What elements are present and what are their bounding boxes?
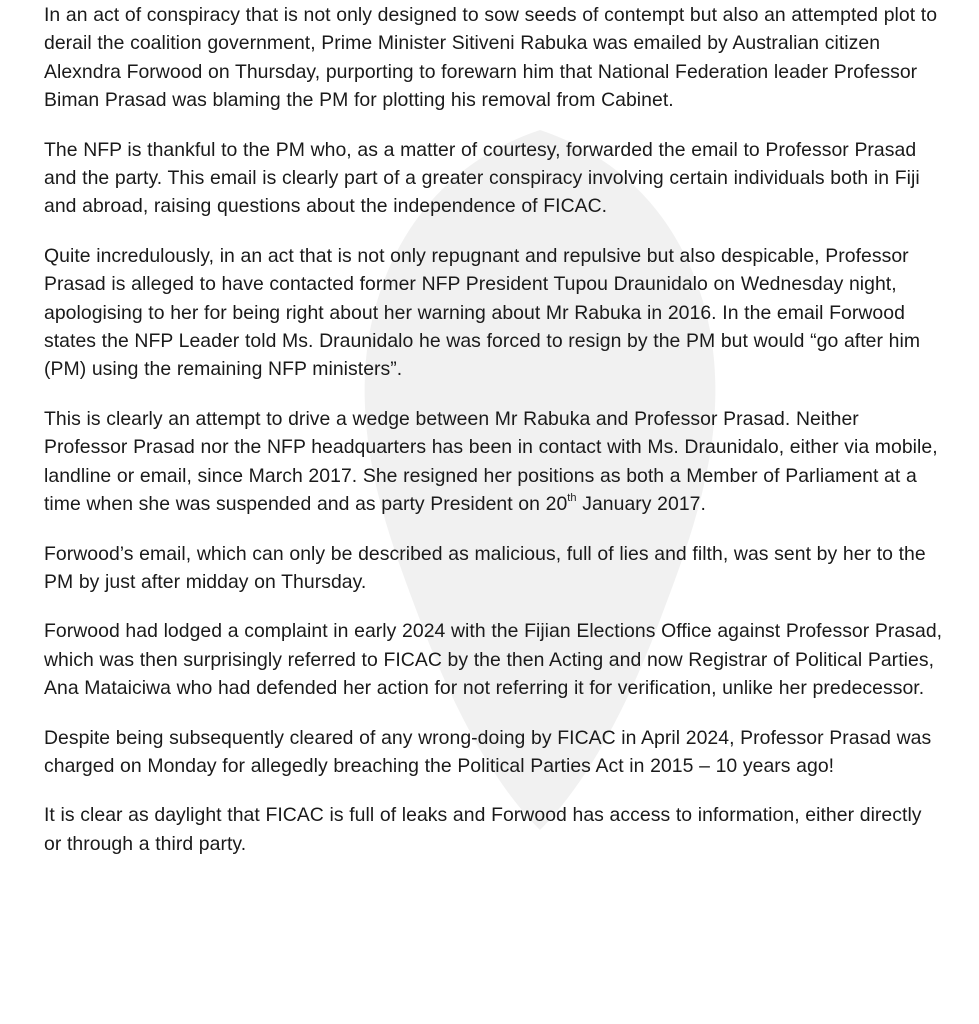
paragraph-4-text: This is clearly an attempt to drive a wedge between Mr Rabuka and Professor Prasad. Neither Professor Prasad nor the NFP headquarters has been in contact with Ms. Draunidalo, either via mobile, landline or email, since March 2017. She resigned her positions as both a Member of Parliament at a time when she was suspended and as party President on 20 (44, 407, 938, 516)
paragraph-4 (44, 405, 944, 519)
paragraph-2: The NFP is thankful to the PM who, as a matter of courtesy, forwarded the email to Professor Prasad and the party. This email is clearly part of a greater conspiracy involving certain individuals both in Fiji and abroad, raising questions about the independence of FICAC. (44, 138, 920, 218)
paragraph-4-text-end: January 2017. (576, 493, 706, 516)
paragraph-5: Forwood’s email, which can only be described as malicious, full of lies and filth, was sent by her to the PM by just after midday on Thursday. (44, 542, 926, 593)
paragraph-6: Forwood had lodged a complaint in early 2024 with the Fijian Elections Office against Professor Prasad, which was then surprisingly referred to FICAC by the then Acting and now Registrar of Political Parties, Ana Mataiciwa who had defended her action for not referring it for verification, unlike her predecessor. (44, 620, 943, 700)
document-body (44, 0, 944, 879)
paragraph-1: In an act of conspiracy that is not only designed to sow seeds of contempt but also an attempted plot to derail the coalition government, Prime Minister Sitiveni Rabuka was emailed by Australian citizen Alexndra Forwood on Thursday, purporting to forewarn him that National Federation leader Professor Biman Prasad was blaming the PM for plotting his removal from Cabinet. (44, 4, 938, 112)
paragraph-7: Despite being subsequently cleared of any wrong-doing by FICAC in April 2024, Professor Prasad was charged on Monday for allegedly breaching the Political Parties Act in 2015 – 10 years ago! (44, 726, 932, 777)
paragraph-3: Quite incredulously, in an act that is not only repugnant and repulsive but also despicable, Professor Prasad is alleged to have contacted former NFP President Tupou Draunidalo on Wednesday night, apologising to her for being right about her warning about Mr Rabuka in 2016. In the email Forwood states the NFP Leader told Ms. Draunidalo he was forced to resign by the PM but would “go after him (PM) using the remaining NFP ministers”. (44, 244, 921, 381)
paragraph-8: It is clear as daylight that FICAC is full of leaks and Forwood has access to information, either directly or through a third party. (44, 804, 922, 855)
ordinal-suffix: th (567, 491, 577, 504)
